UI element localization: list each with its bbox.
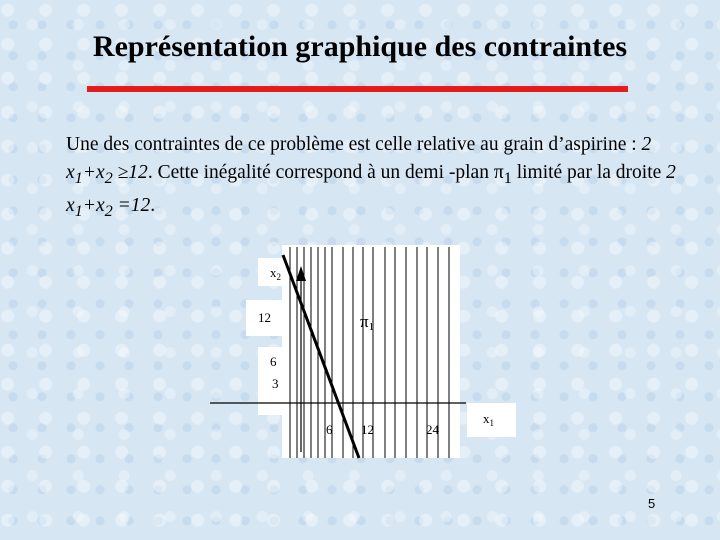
y-tick-12-box [246, 300, 296, 336]
y-tick-3-box [258, 380, 305, 415]
y-tick-6-box [258, 347, 313, 382]
page-number: 5 [648, 496, 656, 511]
y-tick-3: 3 [272, 376, 279, 391]
x-axis-label: $x_1$ [483, 411, 494, 428]
region-label: π1 [360, 312, 375, 333]
y-tick-6: 6 [270, 354, 277, 369]
figure-panels [246, 245, 516, 458]
x-tick-12: 12 [361, 422, 374, 437]
y-tick-12: 12 [258, 310, 271, 325]
slide-title: Représentation graphique des contraintes [92, 30, 628, 63]
y-axis-label: $x_2$ [270, 265, 281, 282]
x-tick-6: 6 [326, 422, 333, 437]
body-paragraph: Une des contraintes de ce problème est celle relative au grain d’aspirine : 2 $x_1+x_2 \ge 12$. Cette inégalité correspond à un demi -plan $\pi_1$ limité par la droite 2 $x_1+x_2 =12$. [66, 134, 676, 220]
x-tick-24: 24 [426, 422, 439, 437]
